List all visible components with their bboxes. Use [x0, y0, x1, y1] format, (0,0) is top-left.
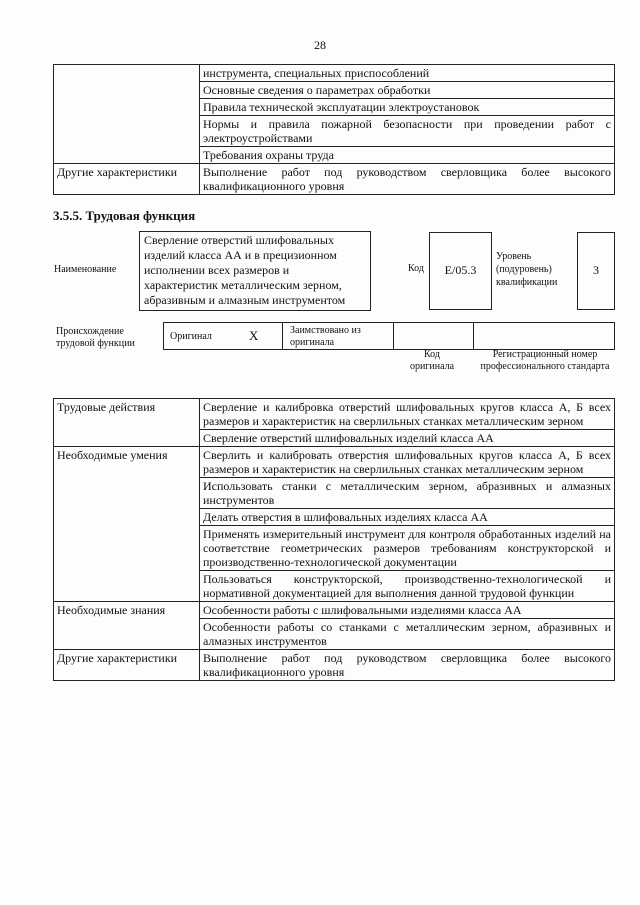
row-label: Трудовые действия — [54, 399, 200, 447]
registration-number-caption: Регистрационный номер профессионального стандарта — [480, 349, 610, 372]
row-item: Выполнение работ под руководством сверловщика более высокого квалификационного уровня — [200, 650, 615, 681]
row-label — [54, 65, 200, 164]
function-details-table — [53, 398, 615, 681]
name-label: Наименование — [54, 264, 117, 275]
borrowed-label: Заимствовано из оригинала — [290, 325, 361, 348]
row-label: Необходимые умения — [54, 447, 200, 602]
table-row — [54, 602, 615, 619]
row-item: Особенности работы с шлифовальными изделиями класса АА — [200, 602, 615, 619]
level-field: 3 — [577, 232, 615, 310]
row-item: Делать отверстия в шлифовальных изделиях класса АА — [200, 509, 615, 526]
row-item: Применять измерительный инструмент для контроля обработанных изделий на соответствие геометрических размеров требованиям конструкторской и производственно-технологической документации — [200, 526, 615, 571]
row-item: Нормы и правила пожарной безопасности при проведении работ с электроустройствами — [200, 116, 615, 147]
page-number: 28 — [314, 38, 326, 52]
row-label: Необходимые знания — [54, 602, 200, 650]
original-mark: X — [249, 328, 259, 343]
row-item: Пользоваться конструкторской, производственно-технологической и нормативной документацией для выполнения данной трудовой функции — [200, 571, 615, 602]
row-label: Другие характеристики — [54, 650, 200, 681]
row-item: Требования охраны труда — [200, 147, 615, 164]
continued-requirements-table — [53, 64, 615, 195]
row-item: Правила технической эксплуатации электроустановок — [200, 99, 615, 116]
row-item: Сверлить и калибровать отверстия шлифовальных кругов класса А, Б всех размеров и характеристик на сверлильных станках металлическим зерном — [200, 447, 615, 478]
row-item: инструмента, специальных приспособлений — [200, 65, 615, 82]
row-item: Сверление и калибровка отверстий шлифовальных кругов класса А, Б всех размеров и характеристик на сверлильных станках металлическим зерном — [200, 399, 615, 430]
row-item: Выполнение работ под руководством сверловщика более высокого квалификационного уровня — [200, 164, 615, 195]
code-field: E/05.3 — [429, 232, 492, 310]
row-item: Использовать станки с металлическим зерном, абразивных и алмазных инструментов — [200, 478, 615, 509]
row-item: Основные сведения о параметрах обработки — [200, 82, 615, 99]
origin-label: Происхождение трудовой функции — [56, 326, 135, 349]
row-item: Сверление отверстий шлифовальных изделий класса АА — [200, 430, 615, 447]
table-row — [54, 447, 615, 478]
level-label: Уровень (подуровень) квалификации — [496, 251, 558, 288]
code-label: Код — [408, 263, 424, 274]
row-label: Другие характеристики — [54, 164, 200, 195]
section-heading: 3.5.5. Трудовая функция — [53, 208, 196, 223]
function-name-field: Сверление отверстий шлифовальных изделий класса АА и в прецизионном исполнении всех размеров и характеристик металлическим зерном, абразивным и алмазным инструментом — [139, 231, 371, 311]
row-item: Особенности работы со станками с металлическим зерном, абразивных и алмазных инструментов — [200, 619, 615, 650]
table-row — [54, 164, 615, 195]
table-row — [54, 650, 615, 681]
original-label: Оригинал — [170, 331, 212, 342]
table-row — [54, 399, 615, 430]
table-row — [54, 65, 615, 82]
code-original-caption: Код оригинала — [409, 349, 455, 372]
